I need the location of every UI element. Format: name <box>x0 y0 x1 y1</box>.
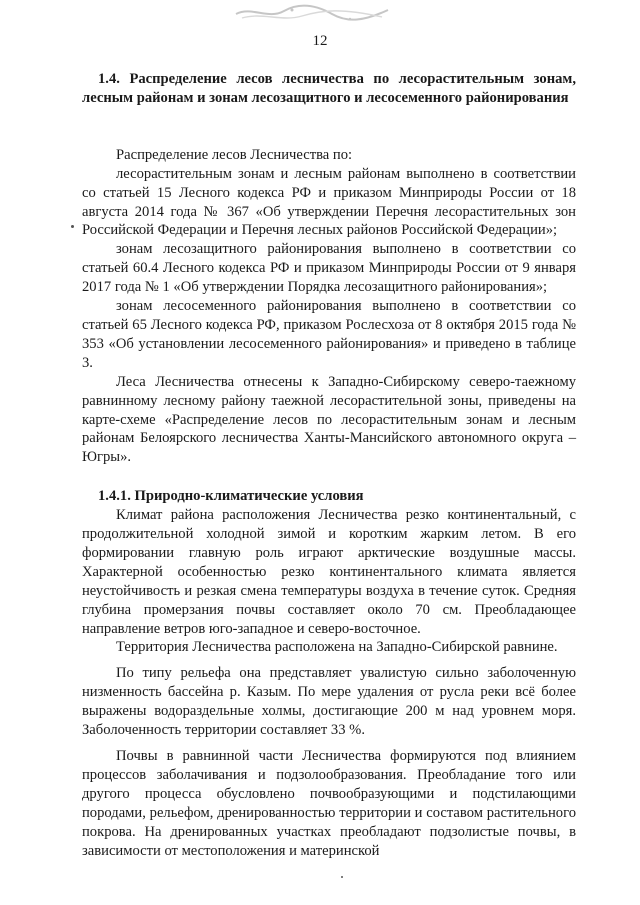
intro-line: Распределение лесов Лесничества по: <box>116 146 353 163</box>
stamp-mark-icon <box>232 2 392 24</box>
paragraph: зонам лесозащитного районирования выполнено в соответствии со статьей 60.4 Лесного кодекса РФ и приказом Минприроды России от 9 января 2017 года № 1 «Об утверждении Порядка лесозащитного районирования»; <box>82 241 576 296</box>
page-number: 12 <box>312 33 328 49</box>
scan-speck <box>341 876 343 878</box>
scan-speck <box>71 225 74 228</box>
paragraph: Леса Лесничества отнесены к Западно-Сибирскому северо-таежному равнинному лесному району таежной лесорастительной зоны, приведены на карте-схеме «Распределение лесов по лесорастительным зонам и лесным районам Белоярского лесничества Ханты-Мансийского автономного округа – Югры». <box>82 373 576 466</box>
paragraph: лесорастительным зонам и лесным районам выполнено в соответствии со статьей 15 Лесного кодекса РФ и приказом Минприроды России от 18 августа 2014 года № 367 «Об утверждении Перечня лесорастительных зон Российской Федерации и Перечня лесных районов Российской Федерации»; <box>82 165 576 239</box>
document-body <box>82 70 576 860</box>
paragraph: Почвы в равнинной части Лесничества формируются под влиянием процессов заболачивания и подзолообразования. Преобладание того или другого процесса обусловлено почвообразующими и подстилающими породами, рельефом, дренированностью территории и составом растительного покрова. На дренированных участках преобладают подзолистые почвы, в зависимости от местоположения и материнской <box>82 748 576 859</box>
section-heading: 1.4. Распределение лесов лесничества по лесорастительным зонам, лесным районам и зонам лесозащитного и лесосеменного районирования <box>82 71 576 106</box>
paragraph: Климат района расположения Лесничества резко континентальный, с продолжительной холодной зимой и коротким жарким летом. В его формировании главную роль играют арктические воздушные массы. Характерной особенностью резко континентального климата является неустойчивость и резкая смена температуры воздуха в течение суток. Средняя глубина промерзания почвы составляет около 70 см. Преобладающее направление ветров юго-западное и северо-восточное. <box>82 507 576 637</box>
paragraph: Территория Лесничества расположена на Западно-Сибирской равнине. <box>116 639 558 656</box>
paragraph: зонам лесосеменного районирования выполнено в соответствии со статьей 65 Лесного кодекса РФ, приказом Рослесхоза от 8 октября 2015 года № 353 «Об установлении лесосеменного районирования» и приведено в таблице 3. <box>82 298 576 371</box>
paragraph: По типу рельефа она представляет увалистую сильно заболоченную низменность бассейна р. Казым. По мере удаления от русла реки всё более выражены водораздельные холмы, достигающие 200 м над уровнем моря. Заболоченность территории составляет 33 %. <box>82 665 576 739</box>
subsection-heading: 1.4.1. Природно-климатические условия <box>98 488 364 505</box>
